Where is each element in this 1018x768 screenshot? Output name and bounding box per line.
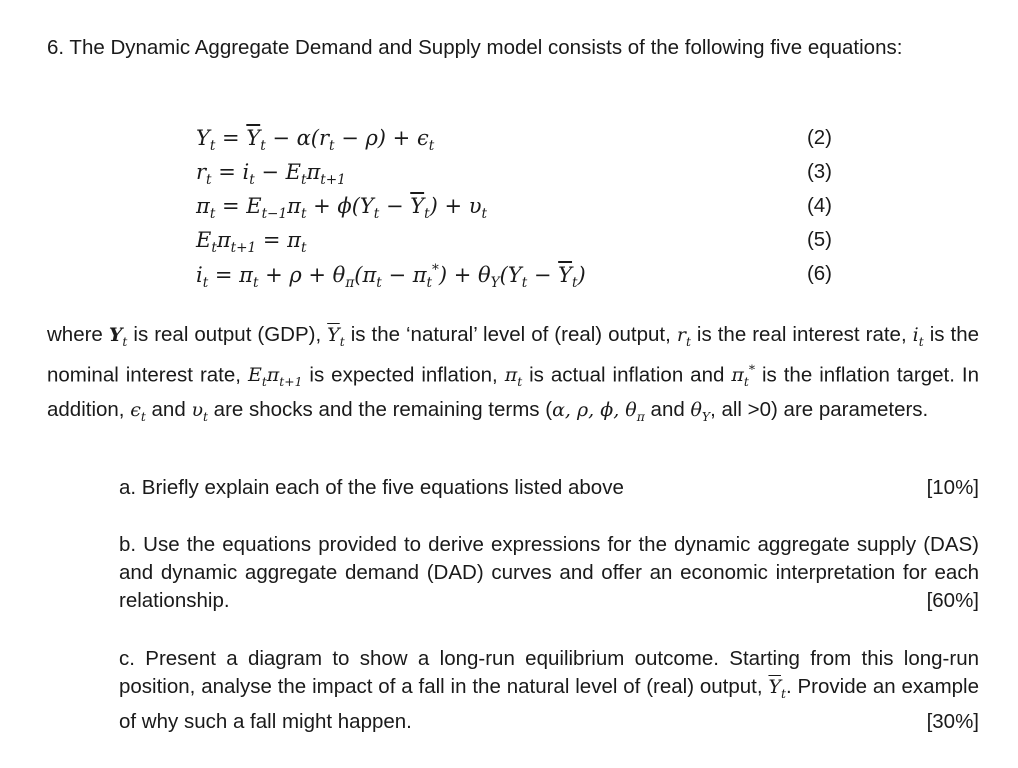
symbol-upsilon: $\upsilon_t$ [191,398,208,424]
part-a-text: a. Briefly explain each of the five equations listed above [119,476,624,499]
equation-4-number: (4) [806,194,832,217]
part-b [119,531,979,615]
desc-text: and [644,397,691,421]
desc-text: is the ‘natural’ level of (real) output, [344,323,677,346]
equation-4-body: $\pi_t = E_{t-1}\pi_t + \phi(Y_t - \overline{Y}_t) + \upsilon_t$ [196,194,487,223]
equation-3-body: $r_t = i_t - E_t\pi_{t+1}$ [196,160,346,189]
desc-text: is the real interest rate, [690,323,913,346]
equation-5 [196,226,832,260]
variable-description [47,321,979,431]
symbol-Ybar-t: $\overline{Y}_t$ [768,676,786,701]
question-intro: 6. The Dynamic Aggregate Demand and Supply model consists of the following five equations: [47,36,903,59]
symbol-Yt: $Y_t$ [108,324,128,349]
symbol-Et-pi: $E_t\pi_{t+1}$ [247,364,303,389]
equation-6-number: (6) [806,262,832,285]
symbol-pi-t: $\pi_t$ [504,364,523,389]
symbol-epsilon: $\epsilon_t$ [130,398,146,424]
part-c-mark: [30%] [926,709,979,733]
part-c [119,645,979,736]
part-c-text: c. Present a diagram to show a long-run equilibrium outcome. Starting from this long-run position, analyse the impact of a fall in the natural level of (real) output, [119,647,979,698]
part-c-text-2: . Provide an example of why such a fall might happen. [119,675,979,733]
equation-5-body: $E_t\pi_{t+1} = \pi_t$ [196,228,307,257]
equation-6 [196,260,832,294]
equation-5-number: (5) [806,228,832,251]
equation-2 [196,124,832,158]
equation-3 [196,158,832,192]
part-a-mark: [10%] [926,476,979,499]
desc-text: are shocks and the remaining terms ( [207,397,553,421]
equation-2-number: (2) [806,126,832,149]
symbol-rt: $r_t$ [676,324,691,349]
desc-text: is the inflation target. In addition, [47,363,979,421]
equation-3-number: (3) [806,160,832,183]
equation-2-body: $Y_t = \overline{Y}_t - \alpha(r_t - \rho) + \epsilon_t$ [196,126,435,155]
part-b-mark: [60%] [926,589,979,612]
symbol-theta-Y: $\theta_Y$ [690,398,711,424]
desc-text: is real output (GDP), [127,323,328,346]
desc-text: is actual inflation and [522,363,732,387]
part-a [119,474,979,502]
symbol-it: $i_t$ [912,324,924,349]
desc-text: is the nominal interest rate, [47,323,980,387]
symbol-pi-star: $\pi_t^*$ [731,362,755,389]
equation-4 [196,192,832,226]
desc-text: and [145,397,192,421]
desc-text: where [47,323,109,346]
desc-text: , all >0) are parameters. [710,397,929,421]
part-b-text: b. Use the equations provided to derive expressions for the dynamic aggregate supply (DAS) and dynamic aggregate demand (DAD) curves and offer an economic interpretation for each relationship. [119,533,979,612]
desc-text: is expected inflation, [302,363,505,387]
equation-6-body: $i_t = \pi_t + \rho + \theta_\pi(\pi_t - \pi_t^*) + \theta_Y(Y_t - \overline{Y}_t)$ [196,262,586,292]
equation-list [196,124,832,294]
symbol-params: α, ρ, ϕ, $\theta_\pi$ [552,398,645,424]
symbol-Ybar-t: $\overline{Y}_t$ [327,324,345,349]
